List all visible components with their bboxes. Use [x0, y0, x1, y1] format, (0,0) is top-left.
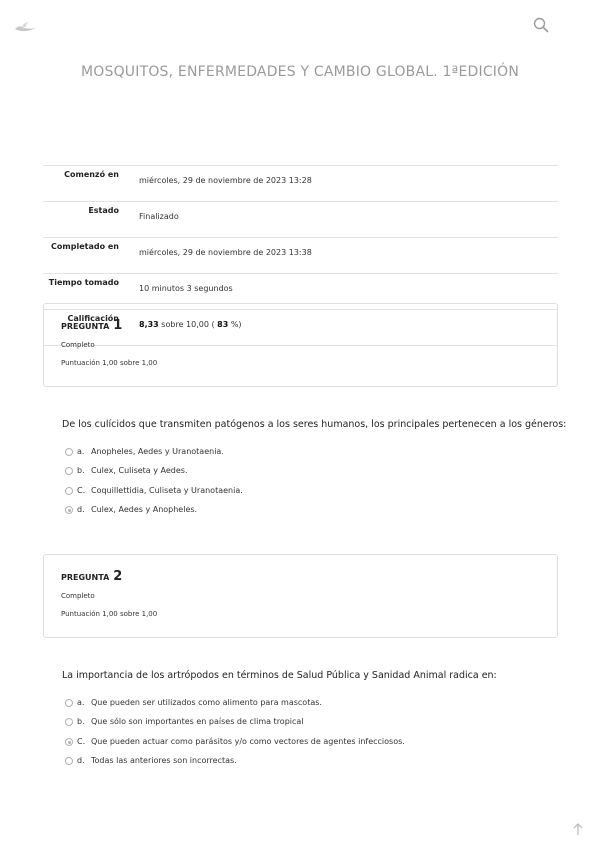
summary-row-state — [43, 202, 558, 238]
question-label: PREGUNTA — [61, 322, 110, 331]
option-text: Culex, Aedes y Anopheles. — [91, 505, 198, 514]
option-text: Que pueden ser utilizados como alimento para mascotas. — [91, 698, 322, 707]
radio-button — [65, 718, 73, 726]
bird-logo-icon[interactable] — [14, 20, 38, 34]
question-heading — [61, 318, 122, 333]
question-state: Completo — [61, 341, 95, 349]
radio-button — [65, 487, 73, 495]
question-grade: Puntuación 1,00 sobre 1,00 — [61, 359, 158, 367]
grade-end: %) — [230, 320, 242, 329]
question-heading — [61, 569, 122, 584]
summary-value: miércoles, 29 de noviembre de 2023 13:28 — [119, 166, 558, 202]
question-label: PREGUNTA — [61, 573, 110, 582]
question-number: 1 — [113, 318, 123, 333]
question-text: De los culícidos que transmiten patógenos a los seres humanos, los principales pertenecen a los géneros: — [62, 419, 567, 430]
option-text: Que pueden actuar como parásitos y/o como vectores de agentes infecciosos. — [91, 737, 405, 746]
summary-label: Comenzó en — [43, 166, 119, 202]
summary-label: Calificación — [43, 310, 119, 346]
option-text: Todas las anteriores son incorrectas. — [91, 756, 237, 765]
summary-row-started — [43, 166, 558, 202]
option-text: Culex, Culiseta y Aedes. — [91, 466, 188, 475]
question-number: 2 — [113, 569, 123, 584]
summary-label: Completado en — [43, 238, 119, 274]
option-letter: a. — [77, 447, 85, 456]
option-letter: d. — [77, 756, 85, 765]
radio-button — [65, 448, 73, 456]
summary-value: miércoles, 29 de noviembre de 2023 13:38 — [119, 238, 558, 274]
search-icon[interactable] — [532, 16, 550, 34]
grade-percent: 83 — [217, 320, 229, 329]
radio-button — [65, 699, 73, 707]
question-info-card — [43, 554, 558, 638]
summary-label: Estado — [43, 202, 119, 238]
option-letter: C. — [77, 486, 86, 495]
radio-button-checked — [65, 738, 73, 746]
radio-button — [65, 467, 73, 475]
grade-score: 8,33 — [139, 320, 159, 329]
option-letter: d. — [77, 505, 85, 514]
question-grade: Puntuación 1,00 sobre 1,00 — [61, 610, 158, 618]
option-letter: a. — [77, 698, 85, 707]
radio-button-checked — [65, 506, 73, 514]
option-text: Que sólo son importantes en países de clima tropical — [91, 717, 304, 726]
summary-value: 10 minutos 3 segundos — [119, 274, 558, 310]
summary-value: Finalizado — [119, 202, 558, 238]
arrow-up-icon[interactable] — [572, 822, 584, 836]
question-text: La importancia de los artrópodos en términos de Salud Pública y Sanidad Animal radica en: — [62, 670, 497, 681]
summary-row-completed — [43, 238, 558, 274]
question-info-card — [43, 303, 558, 387]
option-letter: C. — [77, 737, 86, 746]
radio-button — [65, 757, 73, 765]
option-letter: b. — [77, 717, 85, 726]
option-letter: b. — [77, 466, 85, 475]
summary-label: Tiempo tomado — [43, 274, 119, 310]
question-state: Completo — [61, 592, 95, 600]
grade-middle: sobre 10,00 ( — [161, 320, 215, 329]
option-text: Anopheles, Aedes y Uranotaenia. — [91, 447, 224, 456]
page-title: MOSQUITOS, ENFERMEDADES Y CAMBIO GLOBAL. 1ªEDICIÓN — [80, 64, 520, 80]
option-text: Coquillettidia, Culiseta y Uranotaenia. — [91, 486, 243, 495]
